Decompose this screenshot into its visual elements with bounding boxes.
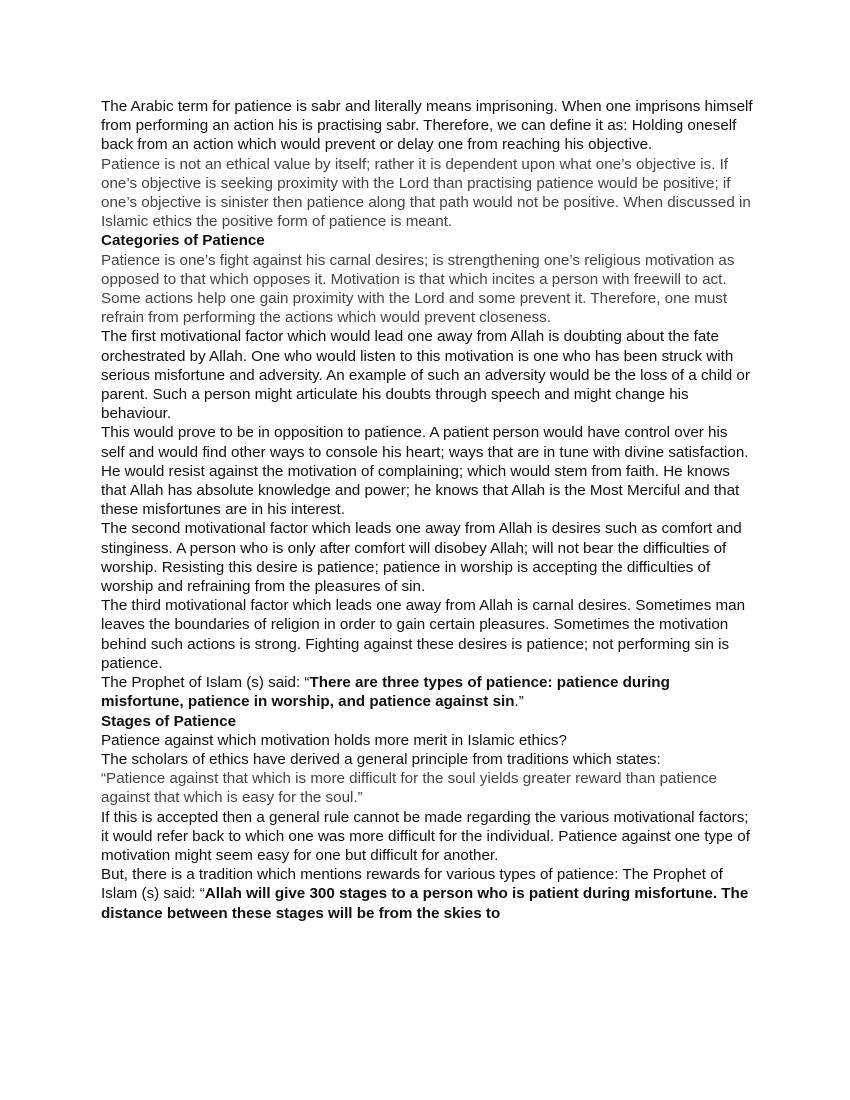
paragraph-scholars: The scholars of ethics have derived a general principle from traditions which states:: [101, 750, 661, 768]
heading-categories: Categories of Patience: [101, 232, 265, 250]
document-body: [101, 97, 753, 923]
heading-stages: Stages of Patience: [101, 712, 237, 730]
paragraph-first-factor: The first motivational factor which would lead one away from Allah is doubting about the fate orchestrated by Allah. One who would listen to this motivation is one who has been struck with serious misfortune and adversity. An example of such an adversity would be the loss of a child or parent. Such a person might articulate his doubts through speech and might change his behaviour.: [101, 328, 750, 423]
paragraph-opposition: This would prove to be in opposition to patience. A patient person would have control over his self and would find other ways to console his heart; ways that are in tune with divine satisfaction. He would resist against the motivation of complaining; which would stem from faith. He knows that Allah has absolute knowledge and power; he knows that Allah is the Most Merciful and that these misfortunes are in his interest.: [101, 424, 749, 519]
paragraph-definition: The Arabic term for patience is sabr and literally means imprisoning. When one imprisons himself from performing an action his is practising sabr. Therefore, we can define it as: Holding oneself back from an action which would prevent or delay one from reaching his objective.: [101, 98, 753, 154]
paragraph-carnal-desires: Patience is one’s fight against his carnal desires; is strengthening one’s religious motivation as opposed to that which opposes it. Motivation is that which incites a person with freewill to act. Some actions help one gain proximity with the Lord and some prevent it. Therefore, one must refrain from performing the actions which would prevent closeness.: [101, 251, 735, 327]
paragraph-prophet-quote: [101, 673, 753, 711]
paragraph-general-rule: If this is accepted then a general rule cannot be made regarding the various motivational factors; it would refer back to which one was more difficult for the individual. Patience against one type of motivation might seem easy for one but difficult for another.: [101, 808, 750, 864]
quote-bold: There are three types of patience: patience during misfortune, patience in worship, and patience against sin: [101, 674, 670, 711]
paragraph-ethical-value: Patience is not an ethical value by itself; rather it is dependent upon what one’s objective is. If one’s objective is seeking proximity with the Lord than practising patience would be positive; if one’s objective is sinister then patience along that path would not be positive. When discussed in Islamic ethics the positive form of patience is meant.: [101, 155, 751, 231]
paragraph-tradition: [101, 865, 753, 923]
paragraph-merit-question: Patience against which motivation holds more merit in Islamic ethics?: [101, 731, 567, 749]
paragraph-principle-quote: “Patience against that which is more difficult for the soul yields greater reward than patience against that which is easy for the soul.”: [101, 770, 717, 807]
quote-intro: The Prophet of Islam (s) said: “: [101, 674, 310, 692]
paragraph-third-factor: The third motivational factor which leads one away from Allah is carnal desires. Sometimes man leaves the boundaries of religion in order to gain certain pleasures. Sometimes the motivation behind such actions is strong. Fighting against these desires is patience; not performing sin is patience.: [101, 597, 746, 672]
paragraph-second-factor: The second motivational factor which leads one away from Allah is desires such as comfort and stinginess. A person who is only after comfort will disobey Allah; will not bear the difficulties of worship. Resisting this desire is patience; patience in worship is accepting the difficulties of worship and refraining from the pleasures of sin.: [101, 520, 742, 596]
tradition-intro: But, there is a tradition which mentions rewards for various types of patience: The Prophet of Islam (s) said: “: [101, 866, 723, 903]
tradition-bold: Allah will give 300 stages to a person who is patient during misfortune. The distance between these stages will be from the skies to: [101, 885, 749, 922]
quote-close: .”: [514, 693, 524, 711]
